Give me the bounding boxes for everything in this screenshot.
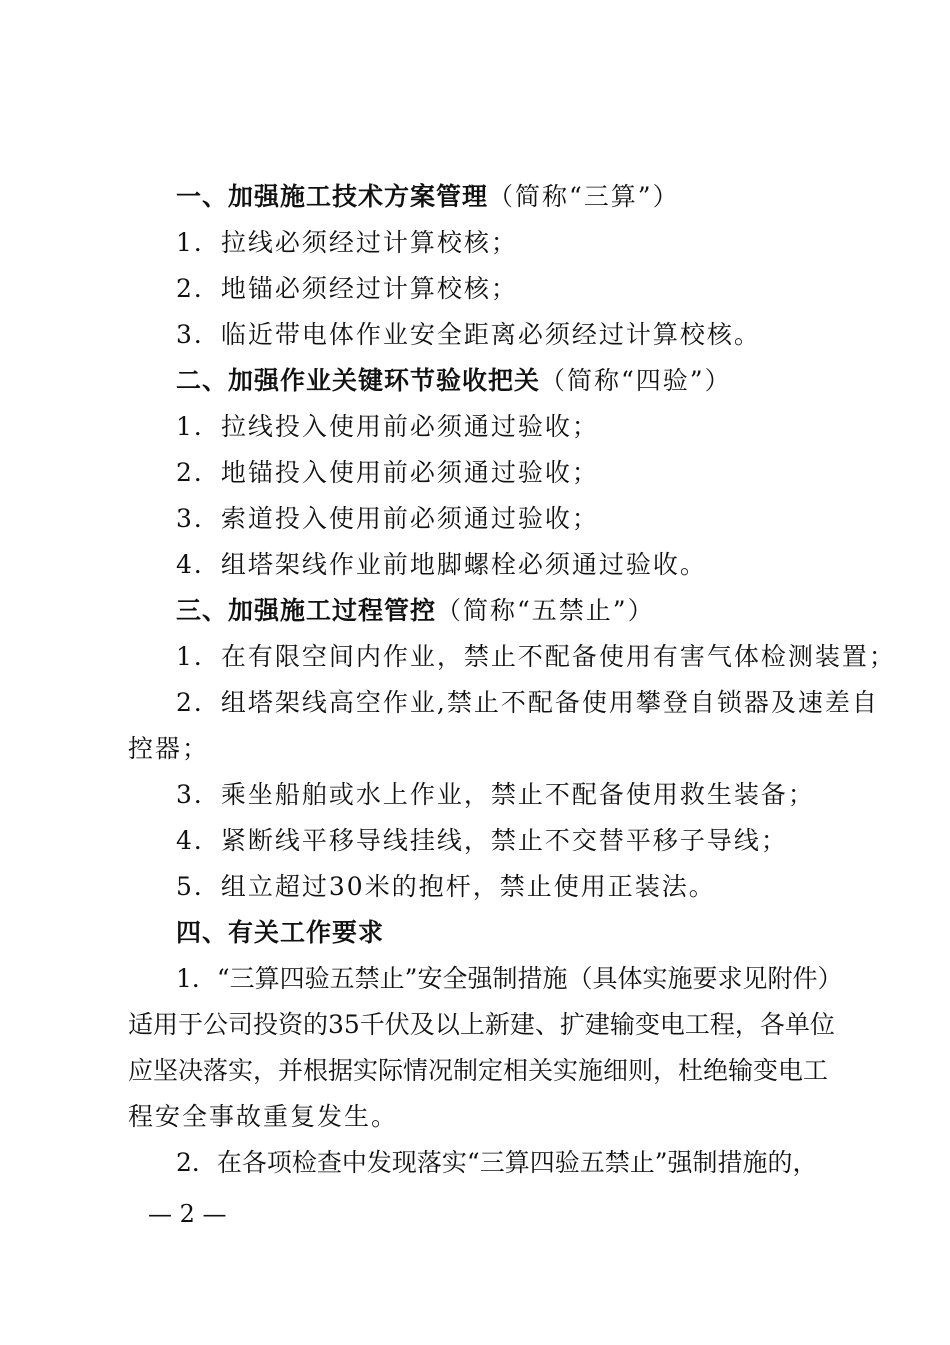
section-2-item-1: 1．拉线投入使用前必须通过验收； <box>176 412 599 441</box>
section-3-item-2: 2．组塔架线高空作业,禁止不配备使用攀登自锁器及速差自 <box>176 688 879 717</box>
section-3-heading-rest: （简称“五禁止”） <box>436 596 655 625</box>
section-4-para-1-line-1: 1．“三算四验五禁止”安全强制措施（具体实施要求见附件） <box>176 964 843 993</box>
section-4-para-1-line-3: 应坚决落实，并根据实际情况制定相关实施细则，杜绝输变电工 <box>128 1056 829 1085</box>
section-1-heading <box>176 181 680 213</box>
section-4-para-1-line-4: 程安全事故重复发生。 <box>128 1102 399 1131</box>
section-3-heading-bold: 三、加强施工过程管控 <box>176 596 437 625</box>
section-1-item-1: 1．拉线必须经过计算校核； <box>176 228 518 257</box>
section-4-heading-bold: 四、有关工作要求 <box>176 918 385 947</box>
section-1-heading-rest: （简称“三算”） <box>488 182 680 211</box>
section-2-heading-bold: 二、加强作业关键环节验收把关 <box>176 366 541 395</box>
section-4-heading <box>176 917 384 949</box>
section-1-item-2: 2．地锚必须经过计算校核； <box>176 274 518 303</box>
section-4-para-2-line-1: 2．在各项检查中发现落实“三算四验五禁止”强制措施的， <box>176 1148 818 1177</box>
section-2-item-2: 2．地锚投入使用前必须通过验收； <box>176 458 599 487</box>
section-4-para-1-line-2: 适用于公司投资的35千伏及以上新建、扩建输变电工程，各单位 <box>128 1010 835 1039</box>
section-3-item-3: 3．乘坐船舶或水上作业，禁止不配备使用救生装备； <box>176 780 815 809</box>
section-2-heading <box>176 365 732 397</box>
section-2-item-4: 4．组塔架线作业前地脚螺栓必须通过验收。 <box>176 550 707 579</box>
section-3-item-4: 4．紧断线平移导线挂线，禁止不交替平移子导线； <box>176 826 788 855</box>
page-number: — 2 — <box>148 1200 227 1228</box>
section-3-item-2-cont: 控器； <box>128 734 210 763</box>
section-3-item-1: 1．在有限空间内作业，禁止不配备使用有害气体检测装置； <box>176 642 896 671</box>
section-2-heading-rest: （简称“四验”） <box>540 366 732 395</box>
section-3-item-5: 5．组立超过30米的抱杆，禁止使用正装法。 <box>176 872 716 901</box>
section-1-item-3: 3．临近带电体作业安全距离必须经过计算校核。 <box>176 320 761 349</box>
section-3-heading <box>176 595 655 627</box>
section-1-heading-bold: 一、加强施工技术方案管理 <box>176 182 489 211</box>
section-2-item-3: 3．索道投入使用前必须通过验收； <box>176 504 599 533</box>
